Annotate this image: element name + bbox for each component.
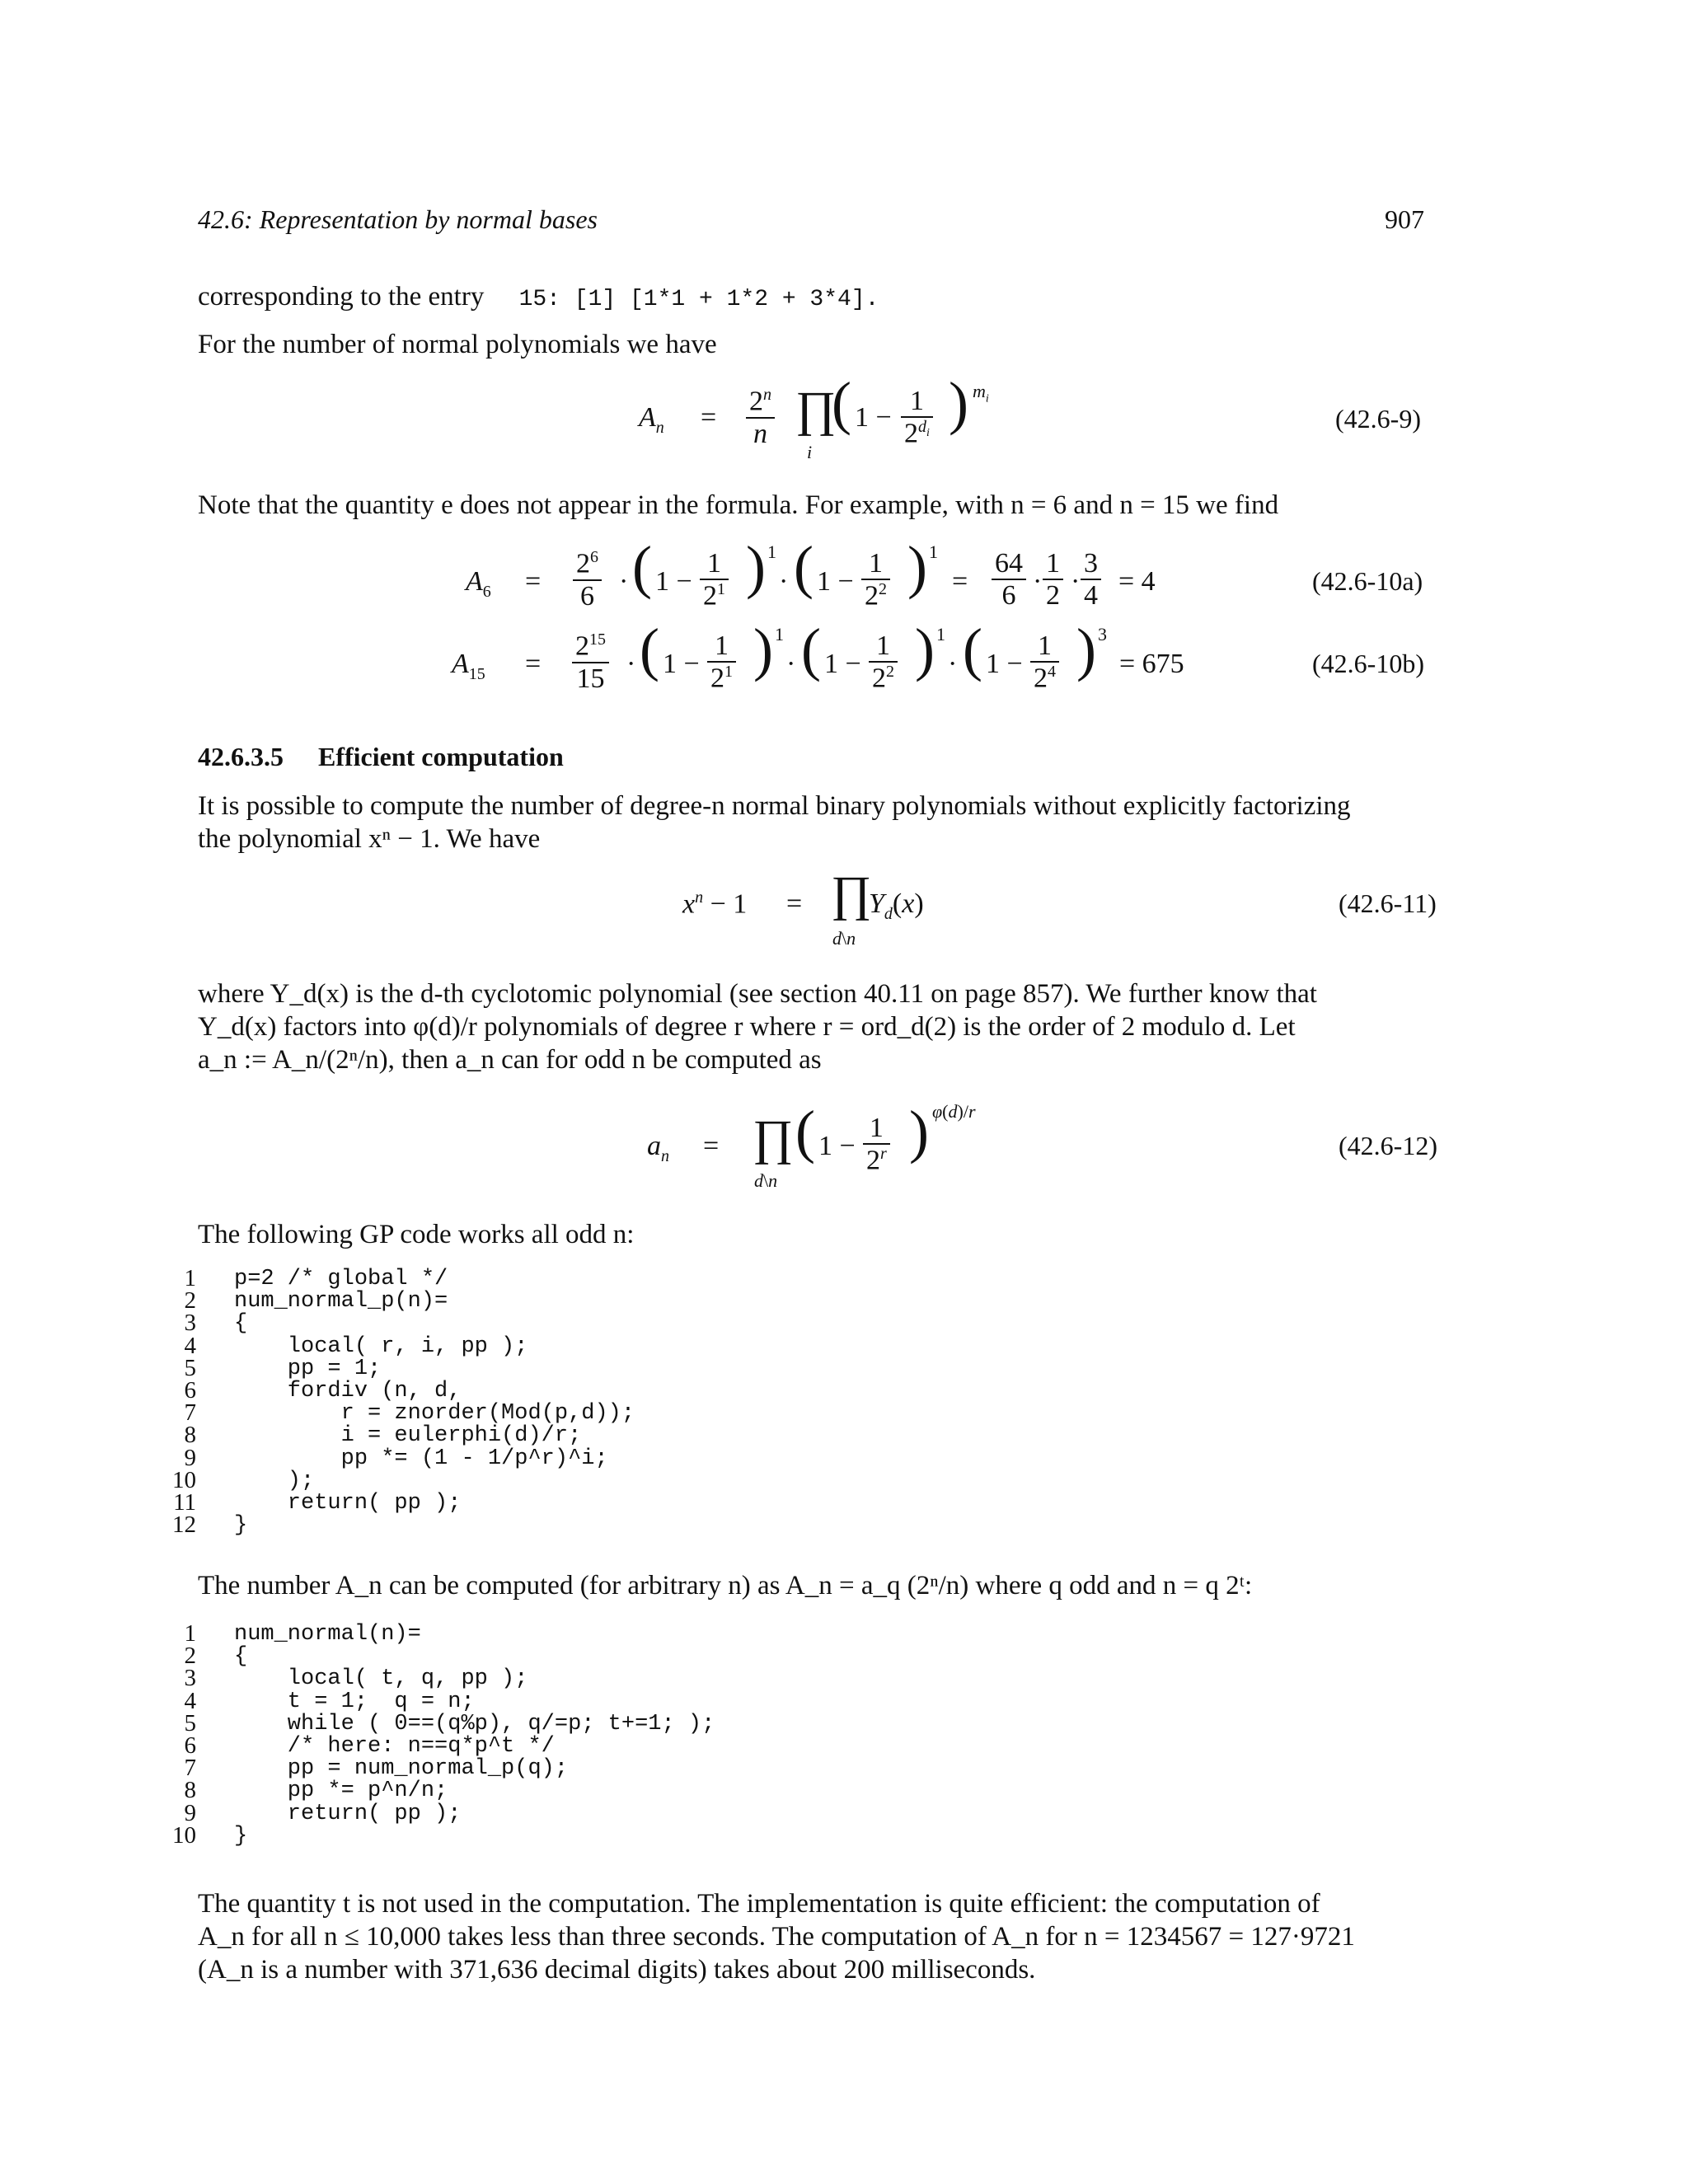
running-title: 42.6: Representation by normal bases [198, 204, 598, 234]
section-number: 42.6.3.5 [198, 742, 284, 771]
paragraph-normal-count: For the number of normal polynomials we have [198, 330, 717, 359]
code-line: num_normal_p(n)= [234, 1289, 448, 1315]
paragraph-gp-code: The following GP code works all odd n: [198, 1220, 635, 1249]
code-line: r = znorder(Mod(p,d)); [234, 1401, 635, 1427]
code-line: fordiv (n, d, [234, 1379, 462, 1404]
code-line-number: 9 [184, 1444, 196, 1471]
code-line-number: 2 [184, 1643, 196, 1670]
code-line-number: 9 [184, 1799, 196, 1826]
code-line-number: 6 [184, 1377, 196, 1404]
equation-label-42-6-9: (42.6-9) [1335, 404, 1421, 434]
code-line: pp = 1; [234, 1356, 382, 1381]
code-line: } [234, 1823, 248, 1849]
code-line: i = eulerphi(d)/r; [234, 1423, 582, 1449]
code-line-number: 10 [172, 1466, 196, 1493]
code-line: { [234, 1311, 248, 1337]
code-line-number: 4 [184, 1687, 196, 1714]
code-line-number: 6 [184, 1732, 196, 1759]
paragraph-arbitrary-n: The number A_n can be computed (for arbitrary n) as A_n = a_q (2ⁿ/n) where q odd and n = q 2ᵗ: [198, 1571, 1253, 1601]
paragraph-entry [198, 280, 879, 316]
code-line-number: 4 [184, 1332, 196, 1359]
code-line: return( pp ); [234, 1491, 462, 1516]
code-line: ); [234, 1468, 315, 1493]
entry-code: 15: [1] [1*1 + 1*2 + 3*4]. [518, 287, 879, 312]
code-line-number: 8 [184, 1777, 196, 1804]
code-line: } [234, 1513, 248, 1539]
code-line-number: 8 [184, 1422, 196, 1449]
paragraph-example: Note that the quantity e does not appear in the formula. For example, with n = 6 and n = 15 we find [198, 490, 1279, 520]
code-line-number: 5 [184, 1354, 196, 1381]
code-line-number: 3 [184, 1310, 196, 1337]
code-line-number: 11 [173, 1489, 196, 1516]
code-line: t = 1; q = n; [234, 1689, 475, 1714]
code-line: /* here: n==q*p^t */ [234, 1734, 555, 1759]
code-line: while ( 0==(q%p), q/=p; t+=1; ); [234, 1711, 715, 1736]
code-line: pp *= (1 - 1/p^r)^i; [234, 1446, 608, 1471]
section-title: Efficient computation [318, 742, 564, 771]
code-line: local( t, q, pp ); [234, 1666, 528, 1692]
equation-label-42-6-10a: (42.6-10a) [1312, 566, 1423, 596]
code-line-number: 10 [172, 1821, 196, 1849]
code-line-number: 1 [184, 1265, 196, 1291]
paragraph-cyclotomic-2: Y_d(x) factors into φ(d)/r polynomials of degree r where r = ord_d(2) is the order of 2 modulo d. Let [198, 1012, 1296, 1042]
code-line-number: 2 [184, 1287, 196, 1315]
code-line-number: 1 [184, 1620, 196, 1647]
code-line-number: 7 [184, 1399, 196, 1427]
code-line: p=2 /* global */ [234, 1267, 448, 1291]
code-line-number: 5 [184, 1709, 196, 1736]
section-heading [198, 742, 564, 772]
code-line: pp = num_normal_p(q); [234, 1756, 569, 1782]
paragraph-efficiency-2: A_n for all n ≤ 10,000 takes less than three seconds. The computation of A_n for n = 1234567 = 127·9721 [198, 1922, 1355, 1952]
page-number: 907 [1385, 204, 1424, 234]
paragraph-cyclotomic-3: a_n := A_n/(2ⁿ/n), then a_n can for odd n be computed as [198, 1045, 822, 1075]
code-line: local( r, i, pp ); [234, 1333, 528, 1359]
paragraph-efficient-2: the polynomial xⁿ − 1. We have [198, 824, 541, 854]
code-line: num_normal(n)= [234, 1622, 421, 1647]
equation-label-42-6-11: (42.6-11) [1339, 888, 1437, 918]
eq2a-result: = 4 [1118, 566, 1156, 597]
code-line: pp *= p^n/n; [234, 1779, 448, 1804]
code-line-number: 7 [184, 1755, 196, 1782]
entry-text: corresponding to the entry [198, 282, 485, 312]
paragraph-cyclotomic-1: where Y_d(x) is the d-th cyclotomic polynomial (see section 40.11 on page 857). We further know that [198, 979, 1317, 1009]
code-line-number: 3 [184, 1665, 196, 1692]
eq2b-result: = 675 [1119, 649, 1184, 679]
code-line: return( pp ); [234, 1801, 462, 1826]
paragraph-efficient-1: It is possible to compute the number of degree-n normal binary polynomials without explicitly factorizing [198, 791, 1351, 821]
code-line-number: 12 [172, 1511, 196, 1539]
paragraph-efficiency-3: (A_n is a number with 371,636 decimal digits) takes about 200 milliseconds. [198, 1955, 1036, 1985]
code-line: { [234, 1644, 248, 1670]
equation-label-42-6-10b: (42.6-10b) [1312, 649, 1424, 678]
equation-label-42-6-12: (42.6-12) [1339, 1131, 1437, 1160]
paragraph-efficiency-1: The quantity t is not used in the computation. The implementation is quite efficient: the computation of [198, 1889, 1320, 1919]
